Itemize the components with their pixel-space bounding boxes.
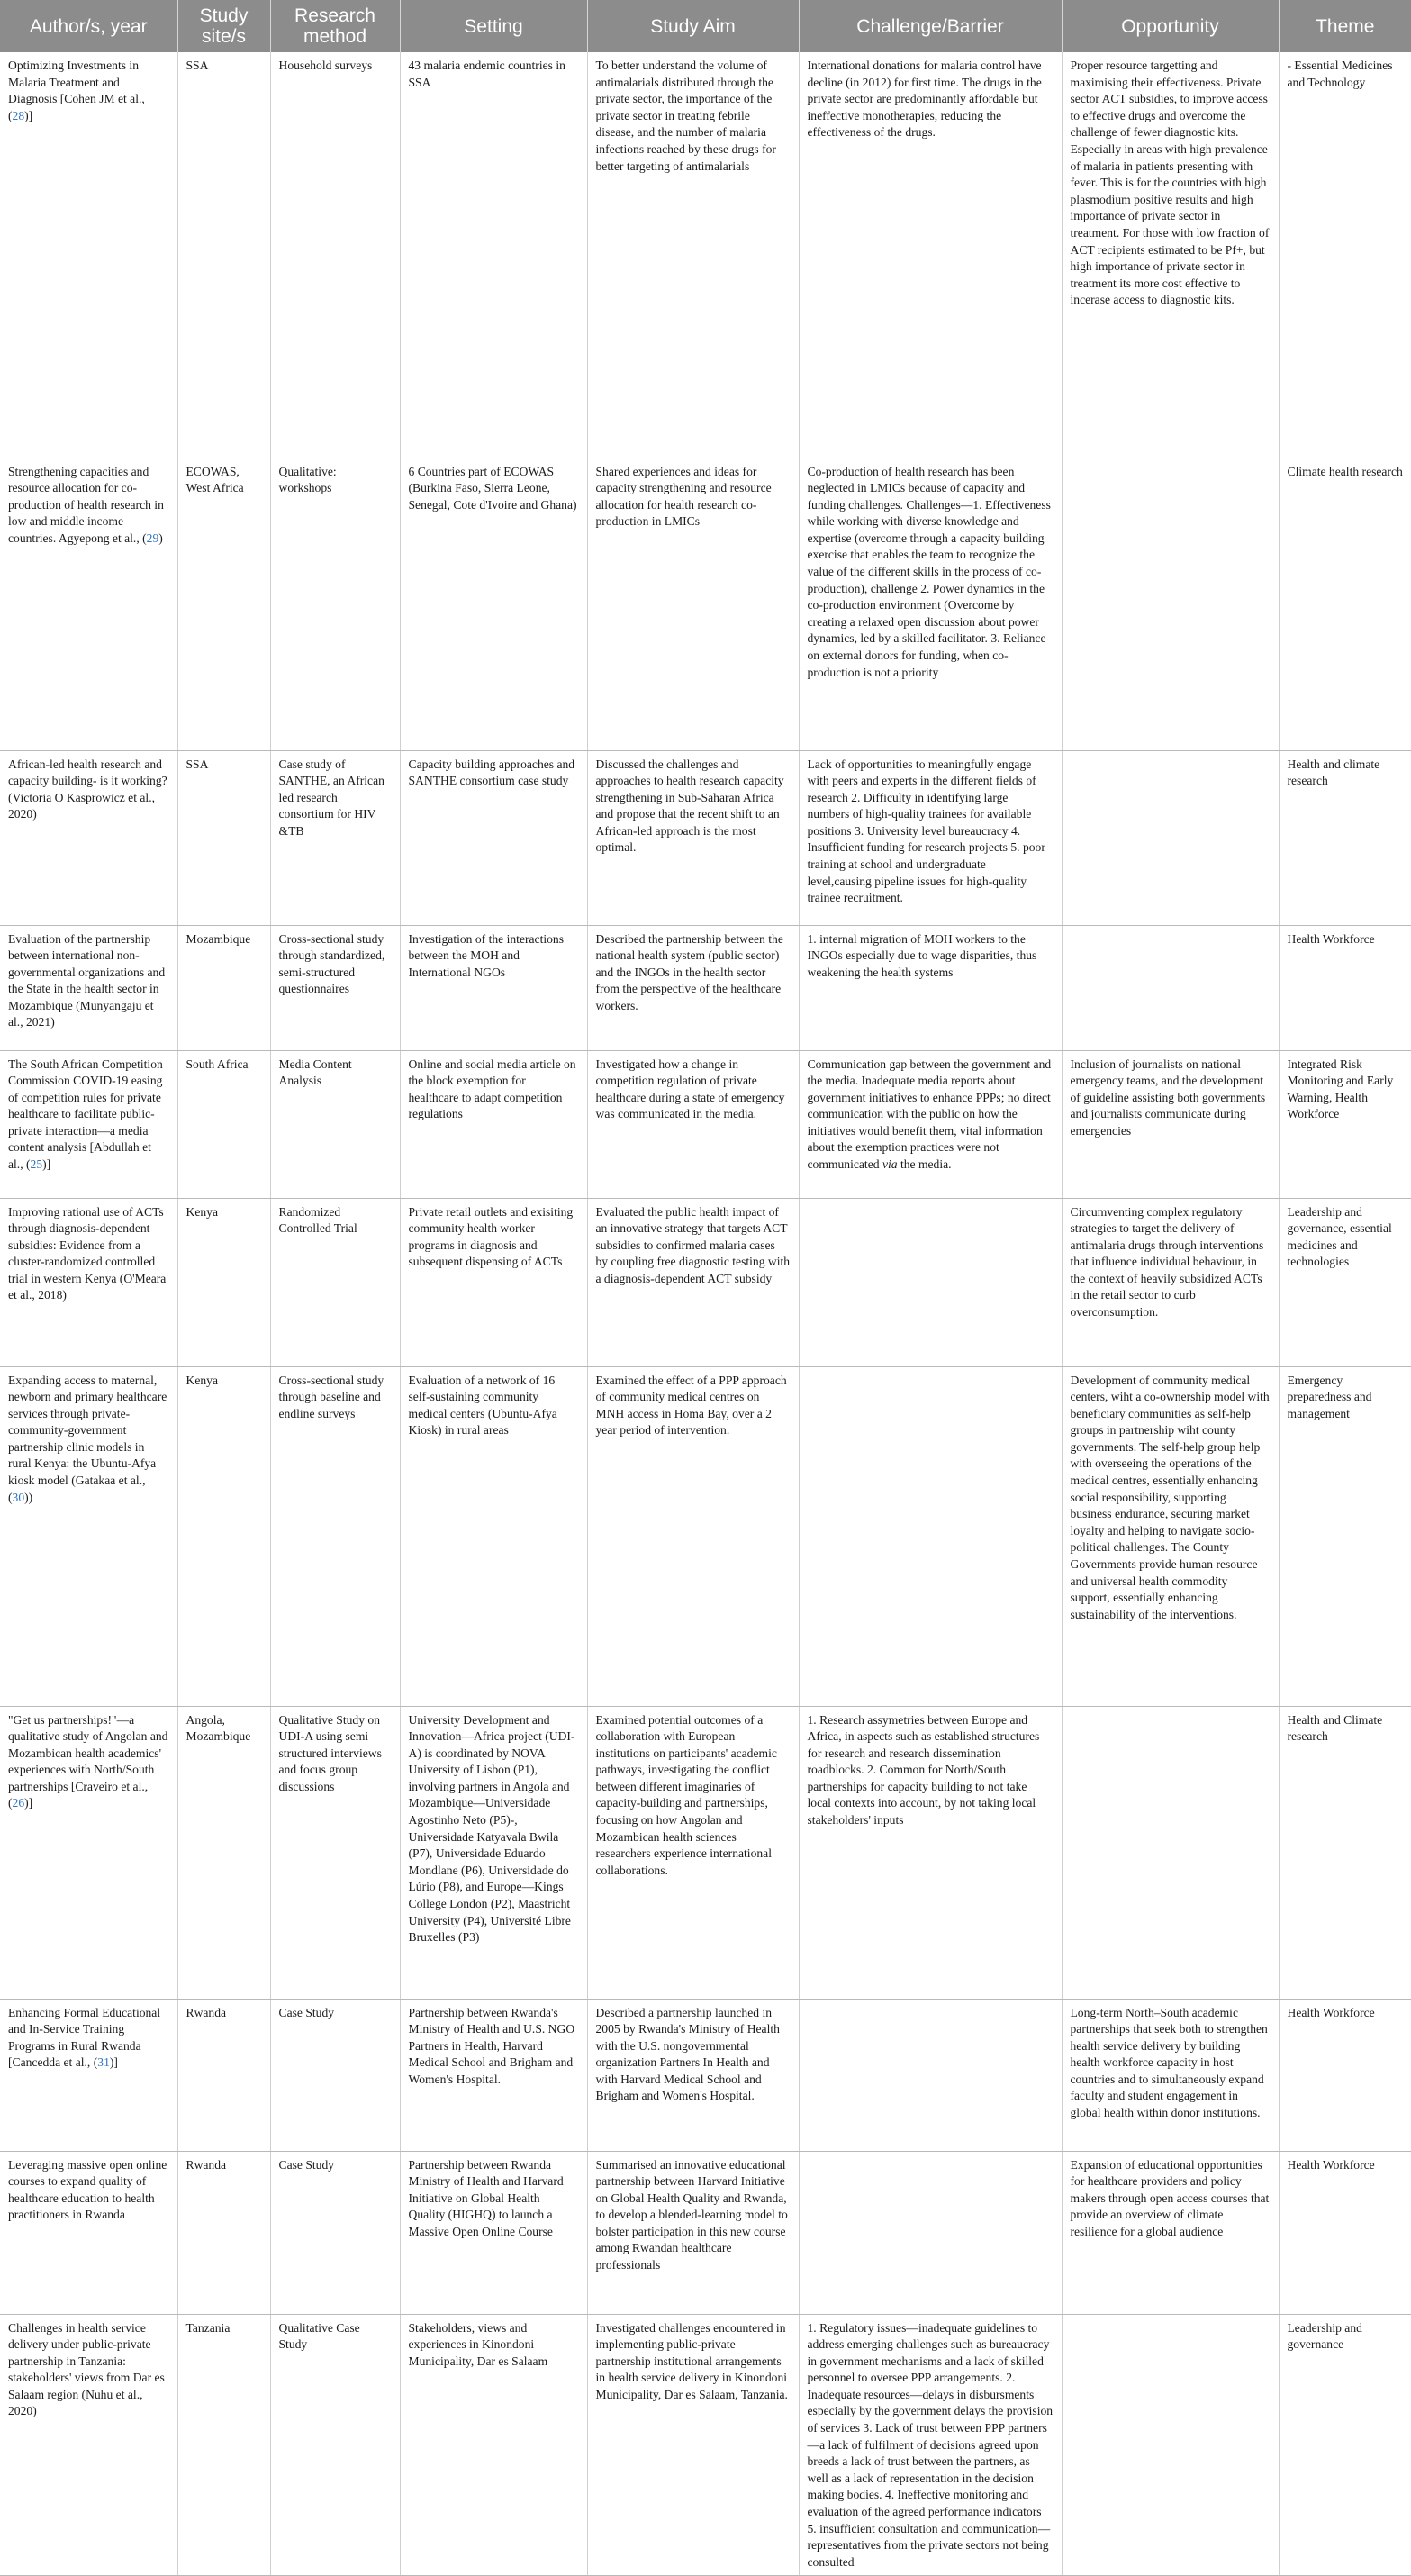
- cell-author: African-led health research and capacity building- is it working? (Victoria O Kasprowicz et al., 2020): [0, 750, 177, 925]
- cell-aim: To better understand the volume of antimalarials distributed through the private sector, the importance of the private sector in treating febrile disease, and the number of malaria infections reached by these drugs for better targeting of antimalarials: [587, 52, 799, 458]
- table-row: [0, 1198, 1411, 1366]
- cell-opportunity: [1062, 458, 1279, 750]
- cell-challenge: 1. internal migration of MOH workers to the INGOs especially due to wage disparities, thus weakening the health systems: [799, 925, 1062, 1050]
- cell-challenge: Lack of opportunities to meaningfully engage with peers and experts in the different fields of research 2. Difficulty in identifying large numbers of high-quality trainees for available positions 3. University level bureaucracy 4. Insufficient funding for research projects 5. poor training at school and undergraduate level,causing pipeline issues for high-quality trainee recruitment.: [799, 750, 1062, 925]
- cell-site: Mozambique: [177, 925, 270, 1050]
- cell-method: Case Study: [270, 1999, 400, 2151]
- header-row: [0, 0, 1411, 52]
- cell-author: Optimizing Investments in Malaria Treatment and Diagnosis [Cohen JM et al., (28)]: [0, 52, 177, 458]
- cell-challenge: International donations for malaria control have decline (in 2012) for first time. The drugs in the private sector are predominantly affordable but ineffective monotherapies, reducing the effectiveness of the drugs.: [799, 52, 1062, 458]
- cell-opportunity: [1062, 2314, 1279, 2576]
- cell-challenge: Communication gap between the government and the media. Inadequate media reports about government initiatives to enhance PPPs; no direct communication with the public on how the initiatives would benefit them, vital information about the exemption practices were not communicated via the media.: [799, 1050, 1062, 1198]
- cell-setting: Online and social media article on the block exemption for healthcare to adapt competition regulations: [400, 1050, 587, 1198]
- cell-aim: Examined the effect of a PPP approach of community medical centres on MNH access in Homa Bay, over a 2 year period of intervention.: [587, 1366, 799, 1706]
- cell-challenge: 1. Research assymetries between Europe and Africa, in aspects such as established structures for research and research dissemination roadblocks. 2. Common for North/South partnerships for capacity building to not take local contexts into account, by not taking local stakeholders' inputs: [799, 1706, 1062, 1999]
- cell-setting: Partnership between Rwanda's Ministry of Health and U.S. NGO Partners in Health, Harvard Medical School and Brigham and Women's Hospital.: [400, 1999, 587, 2151]
- cell-aim: Investigated challenges encountered in implementing public-private partnership institutional arrangements in health service delivery in Kinondoni Municipality, Dar es Salaam, Tanzania.: [587, 2314, 799, 2576]
- cell-method: Randomized Controlled Trial: [270, 1198, 400, 1366]
- citation-link[interactable]: 26: [12, 1796, 25, 1810]
- cell-aim: Shared experiences and ideas for capacity strengthening and resource allocation for health research co-production in LMICs: [587, 458, 799, 750]
- cell-author: Leveraging massive open online courses to expand quality of healthcare education to health practitioners in Rwanda: [0, 2151, 177, 2314]
- cell-author: "Get us partnerships!"—a qualitative study of Angolan and Mozambican health academics' experiences with North/South partnerships [Craveiro et al., (26)]: [0, 1706, 177, 1999]
- cell-challenge: [799, 1366, 1062, 1706]
- header-challenge: Challenge/Barrier: [799, 0, 1062, 52]
- cell-theme: - Essential Medicines and Technology: [1279, 52, 1411, 458]
- cell-opportunity: [1062, 925, 1279, 1050]
- table-header: [0, 0, 1411, 52]
- cell-site: Kenya: [177, 1198, 270, 1366]
- cell-site: Rwanda: [177, 1999, 270, 2151]
- cell-site: Angola, Mozambique: [177, 1706, 270, 1999]
- cell-author: Evaluation of the partnership between international non-governmental organizations and the State in the health sector in Mozambique (Munyangaju et al., 2021): [0, 925, 177, 1050]
- table-row: [0, 52, 1411, 458]
- cell-challenge: [799, 1198, 1062, 1366]
- table-row: [0, 1999, 1411, 2151]
- cell-method: Media Content Analysis: [270, 1050, 400, 1198]
- citation-link[interactable]: 30: [12, 1490, 25, 1504]
- header-opportunity: Opportunity: [1062, 0, 1279, 52]
- cell-site: South Africa: [177, 1050, 270, 1198]
- cell-opportunity: Circumventing complex regulatory strategies to target the delivery of antimalaria drugs through interventions that influence individual behaviour, in the context of heavily subsidized ACTs in the retail sector to curb overconsumption.: [1062, 1198, 1279, 1366]
- table-row: [0, 750, 1411, 925]
- cell-theme: Integrated Risk Monitoring and Early Warning, Health Workforce: [1279, 1050, 1411, 1198]
- cell-aim: Evaluated the public health impact of an innovative strategy that targets ACT subsidies to confirmed malaria cases by coupling free diagnostic testing with a diagnosis-dependent ACT subsidy: [587, 1198, 799, 1366]
- cell-method: Cross-sectional study through baseline and endline surveys: [270, 1366, 400, 1706]
- cell-site: Kenya: [177, 1366, 270, 1706]
- table-row: [0, 458, 1411, 750]
- cell-theme: Health and Climate research: [1279, 1706, 1411, 1999]
- cell-setting: Partnership between Rwanda Ministry of Health and Harvard Initiative on Global Health Quality (HIGHQ) to launch a Massive Open Online Course: [400, 2151, 587, 2314]
- cell-opportunity: Proper resource targetting and maximising their effectiveness. Private sector ACT subsidies, to improve access to effective drugs and overcome the challenge of fewer diagnostic kits. Especially in areas with high prevalence of malaria in patients presenting with fever. This is for the countries with high plasmodium positive results and high importance of private sector in treatment. For those with low fraction of ACT recipients estimated to be Pf+, but high importance of private sector in treatment its more cost effective to incerase access to diagnostic kits.: [1062, 52, 1279, 458]
- header-study-site: Study site/s: [177, 0, 270, 52]
- cell-setting: Investigation of the interactions between the MOH and International NGOs: [400, 925, 587, 1050]
- cell-aim: Discussed the challenges and approaches to health research capacity strengthening in Sub-Saharan Africa and propose that the recent shift to an African-led approach is the most optimal.: [587, 750, 799, 925]
- cell-aim: Summarised an innovative educational partnership between Harvard Initiative on Global Health Quality and Rwanda, to develop a blended-learning model to bolster participation in this new course among Rwandan healthcare professionals: [587, 2151, 799, 2314]
- cell-theme: Health and climate research: [1279, 750, 1411, 925]
- cell-aim: Described a partnership launched in 2005 by Rwanda's Ministry of Health with the U.S. nongovernmental organization Partners In Health and with Harvard Medical School and Brigham and Women's Hospital.: [587, 1999, 799, 2151]
- citation-link[interactable]: 25: [30, 1157, 43, 1172]
- cell-theme: Emergency preparedness and management: [1279, 1366, 1411, 1706]
- cell-author: Challenges in health service delivery under public-private partnership in Tanzania: stakeholders' views from Dar es Salaam region (Nuhu et al., 2020): [0, 2314, 177, 2576]
- cell-theme: Health Workforce: [1279, 1999, 1411, 2151]
- cell-opportunity: Inclusion of journalists on national emergency teams, and the development of guideline assisting both governments and journalists communicate during emergencies: [1062, 1050, 1279, 1198]
- cell-opportunity: Development of community medical centers, wiht a co-ownership model with beneficiary communities as self-help groups in partnership wiht county governments. The self-help group help with overseeing the operations of the medical centres, essentially enhancing social responsibility, supporting business endurance, securing market loyalty and helping to navigate socio-political challenges. The County Governments provide human resource and universal health commodity support, essentially enhancing sustainability of the interventions.: [1062, 1366, 1279, 1706]
- cell-author: Expanding access to maternal, newborn and primary healthcare services through private-community-government partnership clinic models in rural Kenya: the Ubuntu-Afya kiosk model (Gatakaa et al., (30)): [0, 1366, 177, 1706]
- header-study-aim: Study Aim: [587, 0, 799, 52]
- cell-setting: Capacity building approaches and SANTHE consortium case study: [400, 750, 587, 925]
- cell-challenge: 1. Regulatory issues—inadequate guidelines to address emerging challenges such as bureaucracy in government mechanisms and a lack of skilled personnel to oversee PPP arrangements. 2. Inadequate resources—delays in disbursments especially by the government delays the provision of services 3. Lack of trust between PPP partners—a lack of fulfilment of decisions agreed upon breeds a lack of trust between the partners, as well as a lack of representation in the decision making bodies. 4. Ineffective monitoring and evaluation of the agreed performance indicators 5. insufficient consultation and communication—representatives from the private sectors not being consulted: [799, 2314, 1062, 2576]
- table-row: [0, 925, 1411, 1050]
- cell-aim: Investigated how a change in competition regulation of private healthcare during a state of emergency was communicated in the media.: [587, 1050, 799, 1198]
- cell-setting: 43 malaria endemic countries in SSA: [400, 52, 587, 458]
- cell-method: Qualitative Study on UDI-A using semi structured interviews and focus group discussions: [270, 1706, 400, 1999]
- cell-theme: Health Workforce: [1279, 925, 1411, 1050]
- cell-author: Improving rational use of ACTs through diagnosis-dependent subsidies: Evidence from a cluster-randomized controlled trial in western Kenya (O'Meara et al., 2018): [0, 1198, 177, 1366]
- citation-link[interactable]: 29: [146, 531, 159, 545]
- table-row: [0, 2151, 1411, 2314]
- header-research-method: Research method: [270, 0, 400, 52]
- table-body: [0, 52, 1411, 2576]
- cell-theme: Leadership and governance: [1279, 2314, 1411, 2576]
- cell-author: Enhancing Formal Educational and In-Service Training Programs in Rural Rwanda [Cancedda et al., (31)]: [0, 1999, 177, 2151]
- cell-setting: Evaluation of a network of 16 self-sustaining community medical centers (Ubuntu-Afya Kiosk) in rural areas: [400, 1366, 587, 1706]
- cell-setting: University Development and Innovation—Africa project (UDI-A) is coordinated by NOVA University of Lisbon (P1), involving partners in Angola and Mozambique—Universidade Agostinho Neto (P5)-, Universidade Katyavala Bwila (P7), Universidade Eduardo Mondlane (P6), Universidade do Lúrio (P8), and Europe—Kings College London (P2), Maastricht University (P4), Université Libre Bruxelles (P3): [400, 1706, 587, 1999]
- cell-site: Rwanda: [177, 2151, 270, 2314]
- cell-setting: 6 Countries part of ECOWAS (Burkina Faso, Sierra Leone, Senegal, Cote d'Ivoire and Ghana): [400, 458, 587, 750]
- cell-aim: Examined potential outcomes of a collaboration with European institutions on participants' academic pathways, investigating the conflict between different imaginaries of capacity-building and partnerships, focusing on how Angolan and Mozambican health sciences researchers experience international collaborations.: [587, 1706, 799, 1999]
- cell-challenge: [799, 1999, 1062, 2151]
- cell-method: Case Study: [270, 2151, 400, 2314]
- cell-site: SSA: [177, 750, 270, 925]
- cell-site: Tanzania: [177, 2314, 270, 2576]
- cell-challenge: [799, 2151, 1062, 2314]
- cell-theme: Leadership and governance, essential medicines and technologies: [1279, 1198, 1411, 1366]
- cell-method: Case study of SANTHE, an African led research consortium for HIV &TB: [270, 750, 400, 925]
- citation-link[interactable]: 28: [12, 108, 25, 122]
- cell-setting: Stakeholders, views and experiences in Kinondoni Municipality, Dar es Salaam: [400, 2314, 587, 2576]
- cell-theme: Climate health research: [1279, 458, 1411, 750]
- table-row: [0, 1706, 1411, 1999]
- cell-setting: Private retail outlets and exisiting community health worker programs in diagnosis and subsequent dispensing of ACTs: [400, 1198, 587, 1366]
- header-theme: Theme: [1279, 0, 1411, 52]
- cell-challenge: Co-production of health research has been neglected in LMICs because of capacity and funding challenges. Challenges—1. Effectiveness while working with diverse knowledge and expertise (overcome through a capacity building exercise that enables the team to recognize the value of the different skills in the process of co-production), challenge 2. Power dynamics in the co-production environment (Overcome by creating a relaxed open discussion about power dynamics, led by a skilled facilitator. 3. Reliance on external donors for funding, when co-production is not a priority: [799, 458, 1062, 750]
- cell-site: SSA: [177, 52, 270, 458]
- cell-method: Qualitative: workshops: [270, 458, 400, 750]
- table-row: [0, 2314, 1411, 2576]
- cell-opportunity: [1062, 1706, 1279, 1999]
- cell-opportunity: [1062, 750, 1279, 925]
- table-row: [0, 1050, 1411, 1198]
- cell-author: Strengthening capacities and resource allocation for co-production of health research in low and middle income countries. Agyepong et al., (29): [0, 458, 177, 750]
- header-setting: Setting: [400, 0, 587, 52]
- cell-author: The South African Competition Commission COVID-19 easing of competition rules for private healthcare to facilitate public-private interaction—a media content analysis [Abdullah et al., (25)]: [0, 1050, 177, 1198]
- cell-method: Cross-sectional study through standardized, semi-structured questionnaires: [270, 925, 400, 1050]
- cell-method: Household surveys: [270, 52, 400, 458]
- cell-aim: Described the partnership between the national health system (public sector) and the INGOs in the health sector from the perspective of the healthcare workers.: [587, 925, 799, 1050]
- cell-site: ECOWAS, West Africa: [177, 458, 270, 750]
- header-author: Author/s, year: [0, 0, 177, 52]
- cell-opportunity: Expansion of educational opportunities for healthcare providers and policy makers through open access courses that provide an overview of climate resilience for a global audience: [1062, 2151, 1279, 2314]
- citation-link[interactable]: 31: [97, 2055, 110, 2070]
- cell-method: Qualitative Case Study: [270, 2314, 400, 2576]
- table-row: [0, 1366, 1411, 1706]
- cell-theme: Health Workforce: [1279, 2151, 1411, 2314]
- cell-opportunity: Long-term North–South academic partnerships that seek both to strengthen health service delivery by building health workforce capacity in host countries and to simultaneously expand faculty and student engagement in global health within donor institutions.: [1062, 1999, 1279, 2151]
